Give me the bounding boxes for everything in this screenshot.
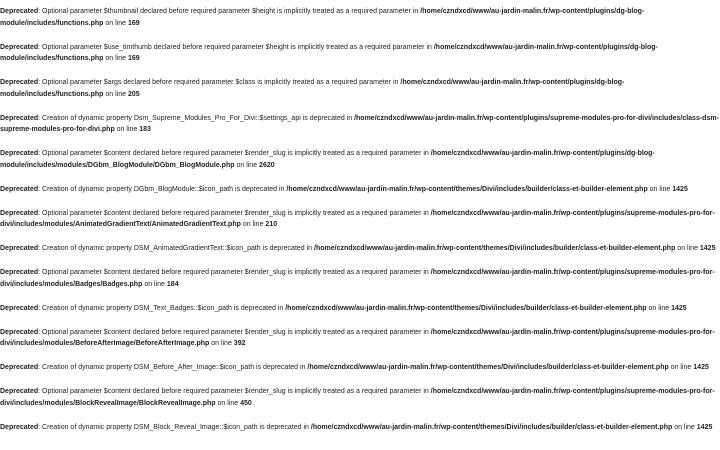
notice-line: 450	[240, 399, 252, 407]
notice-line: 169	[127, 55, 140, 62]
notice-label: Deprecated	[0, 114, 39, 122]
notice-line: 1425	[693, 364, 709, 371]
notice-label: Deprecated	[0, 423, 39, 431]
notice-message: : Creation of dynamic property DGbm_BlogModule::$icon_path is deprecated in	[38, 185, 287, 193]
notice-label: Deprecated	[0, 328, 39, 336]
notice-file: /home/czndxcd/www/au-jardin-malin.fr/wp-content/plugins/dg-blog-module/includes/modules/DGbm_BlogModule/DGbm_BlogModule.php	[0, 150, 655, 169]
deprecated-notice	[0, 267, 720, 290]
deprecated-notice	[0, 208, 720, 231]
notice-file: /home/czndxcd/www/au-jardin-malin.fr/wp-content/plugins/dg-blog-module/includes/functions.php	[0, 79, 625, 98]
notice-label: Deprecated	[0, 245, 39, 252]
deprecated-notice	[0, 362, 720, 374]
notice-label: Deprecated	[0, 304, 39, 312]
notice-on-line: on line	[114, 126, 140, 133]
deprecated-notice	[0, 327, 720, 350]
deprecated-notice	[0, 42, 720, 65]
notice-message: : Creation of dynamic property DSM_Text_Badges::$icon_path is deprecated in	[38, 304, 286, 312]
notice-line: 210	[265, 221, 278, 228]
notice-line: 1425	[672, 185, 688, 193]
notice-message: : Optional parameter $content declared before required parameter $render_slug is implicitly treated as a required parameter in	[38, 209, 431, 217]
notice-on-line: on line	[234, 161, 260, 169]
notice-line: 392	[233, 340, 246, 347]
notice-file: /home/czndxcd/www/au-jardin-malin.fr/wp-content/plugins/dg-blog-module/includes/functions.php	[0, 43, 658, 62]
deprecated-notice	[0, 303, 720, 315]
deprecated-notice	[0, 184, 720, 196]
notice-message: : Creation of dynamic property DSM_Block_Reveal_Image::$icon_path is deprecated in	[38, 423, 311, 431]
notice-message: : Creation of dynamic property Dsm_Supreme_Modules_Pro_For_Divi::$settings_api is deprecated in	[38, 114, 355, 122]
deprecated-notice	[0, 243, 720, 255]
notice-on-line: on line	[675, 245, 700, 252]
notice-label: Deprecated	[0, 269, 39, 276]
notice-line: 169	[127, 19, 140, 27]
notice-label: Deprecated	[0, 79, 39, 86]
notice-on-line: on line	[646, 304, 672, 312]
notice-label: Deprecated	[0, 388, 39, 395]
notice-file: /home/czndxcd/www/au-jardin-malin.fr/wp-content/themes/Divi/includes/builder/class-et-builder-element.php	[307, 364, 669, 371]
notice-on-line: on line	[103, 90, 128, 98]
notice-file: /home/czndxcd/www/au-jardin-malin.fr/wp-content/plugins/supreme-modules-pro-for-divi/includes/modules/Badges/Badges.php	[0, 269, 715, 288]
notice-message: : Optional parameter $content declared before required parameter $render_slug is implicitly treated as a required parameter in	[38, 388, 431, 395]
notice-file: /home/czndxcd/www/au-jardin-malin.fr/wp-content/themes/Divi/includes/builder/class-et-builder-element.php	[314, 245, 676, 252]
notice-line: 1425	[671, 304, 687, 312]
notice-file: /home/czndxcd/www/au-jardin-malin.fr/wp-content/plugins/supreme-modules-pro-for-divi/includes/class-dsm-supreme-modules-pro-for-divi.php	[0, 114, 719, 133]
notice-label: Deprecated	[0, 364, 39, 371]
notice-line: 1425	[696, 423, 713, 431]
deprecated-notice	[0, 6, 720, 29]
notice-file: /home/czndxcd/www/au-jardin-malin.fr/wp-content/plugins/supreme-modules-pro-for-divi/includes/modules/AnimatedGradientText/AnimatedGradientText.php	[0, 209, 715, 228]
notice-message: : Optional parameter $content declared before required parameter $render_slug is implicitly treated as a required parameter in	[38, 269, 431, 276]
notice-message: : Creation of dynamic property DSM_AnimatedGradientText::$icon_path is deprecated in	[38, 245, 315, 252]
notice-message: : Creation of dynamic property DSM_Before_After_Image::$icon_path is deprecated in	[38, 364, 308, 371]
notice-message: : Optional parameter $use_timthumb declared before required parameter $height is implicitly treated as a required parameter in	[38, 43, 434, 51]
notice-line: 1425	[699, 245, 716, 252]
notice-line: 205	[127, 90, 140, 98]
notice-label: Deprecated	[0, 150, 39, 157]
notice-file: /home/czndxcd/www/au-jardin-malin.fr/wp-content/plugins/supreme-modules-pro-for-divi/includes/modules/BeforeAfterImage/BeforeAfterImage.php	[0, 328, 715, 347]
deprecated-notice	[0, 113, 720, 136]
notice-label: Deprecated	[0, 185, 39, 193]
deprecated-notice	[0, 422, 720, 434]
notice-on-line: on line	[672, 423, 697, 431]
notice-on-line: on line	[103, 55, 128, 62]
notice-on-line: on line	[215, 399, 241, 407]
notice-message: : Optional parameter $content declared before required parameter $render_slug is implicitly treated as a required parameter in	[38, 328, 431, 336]
notice-on-line: on line	[103, 19, 128, 27]
notice-message: : Optional parameter $content declared before required parameter $render_slug is implicitly treated as a required parameter in	[38, 150, 431, 157]
notice-on-line: on line	[240, 221, 266, 228]
deprecated-notice	[0, 77, 720, 100]
notice-label: Deprecated	[0, 8, 39, 15]
notice-file: /home/czndxcd/www/au-jardin-malin.fr/wp-content/plugins/supreme-modules-pro-for-divi/includes/modules/BlockRevealImage/BlockRevealImage.php	[0, 388, 715, 407]
notice-line: 2620	[259, 161, 275, 169]
notice-label: Deprecated	[0, 43, 39, 51]
notice-line: 183	[139, 126, 151, 133]
notice-file: /home/czndxcd/www/au-jardin-malin.fr/wp-content/themes/Divi/includes/builder/class-et-builder-element.php	[310, 423, 673, 431]
notice-line: 184	[166, 280, 179, 288]
notice-on-line: on line	[209, 340, 234, 347]
deprecated-notice	[0, 386, 720, 409]
notice-on-line: on line	[668, 364, 694, 371]
notice-message: : Optional parameter $thumbnail declared before required parameter $height is implicitly treated as a required parameter in	[38, 8, 421, 15]
notice-message: : Optional parameter $args declared before required parameter $class is implicitly treated as a required parameter in	[38, 79, 401, 86]
notice-label: Deprecated	[0, 209, 39, 217]
notice-file: /home/czndxcd/www/au-jardin-malin.fr/wp-content/themes/Divi/includes/builder/class-et-builder-element.php	[286, 185, 648, 193]
deprecated-notice	[0, 148, 720, 171]
notice-file: /home/czndxcd/www/au-jardin-malin.fr/wp-content/themes/Divi/includes/builder/class-et-builder-element.php	[285, 304, 647, 312]
notice-on-line: on line	[142, 280, 167, 288]
notice-file: /home/czndxcd/www/au-jardin-malin.fr/wp-content/plugins/dg-blog-module/includes/functions.php	[0, 8, 645, 27]
notice-on-line: on line	[647, 185, 673, 193]
